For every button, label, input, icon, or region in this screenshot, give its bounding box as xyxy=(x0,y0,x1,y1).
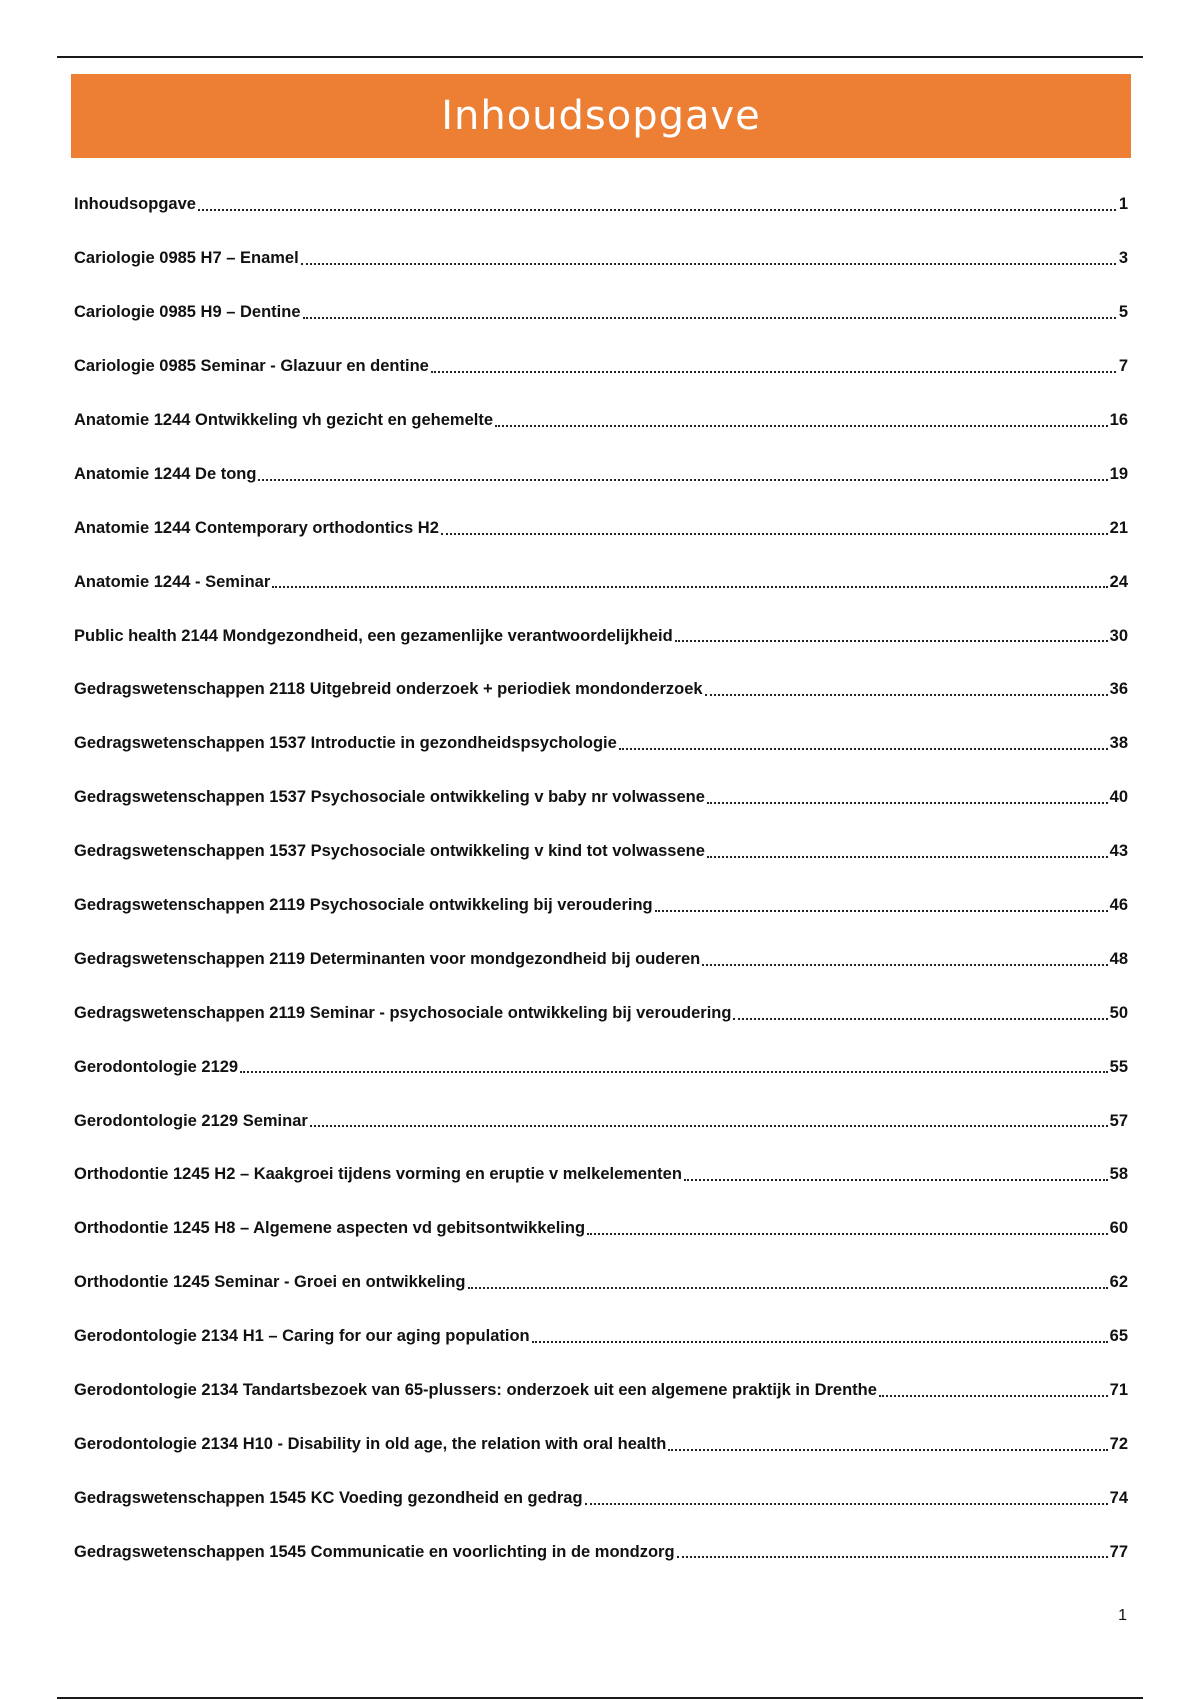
toc-entry[interactable] xyxy=(74,340,1128,394)
toc-entry-page: 38 xyxy=(1109,734,1128,753)
toc-entry-label: Orthodontie 1245 H8 – Algemene aspecten vd gebitsontwikkeling xyxy=(74,1219,586,1238)
toc-entry-label: Orthodontie 1245 H2 – Kaakgroei tijdens vorming en eruptie v melkelementen xyxy=(74,1165,682,1184)
toc-entry-page: 77 xyxy=(1109,1542,1128,1561)
dot-leader xyxy=(668,1432,1107,1451)
dot-leader xyxy=(684,1163,1108,1182)
toc-entry-label: Gedragswetenschappen 2119 Psychosociale ontwikkeling bij veroudering xyxy=(74,896,653,915)
toc-entry[interactable] xyxy=(74,1040,1128,1094)
toc-entry-label: Gedragswetenschappen 2118 Uitgebreid onderzoek + periodiek mondonderzoek xyxy=(74,680,703,699)
toc-entry-label: Gedragswetenschappen 1537 Psychosociale ontwikkeling v kind tot volwassene xyxy=(74,842,705,861)
toc-entry-page: 60 xyxy=(1109,1219,1128,1238)
dot-leader xyxy=(468,1271,1108,1290)
toc-entry-label: Anatomie 1244 - Seminar xyxy=(74,572,271,591)
toc-entry-label: Gerodontologie 2134 H1 – Caring for our aging population xyxy=(74,1327,530,1346)
toc-entry-page: 16 xyxy=(1109,411,1128,429)
toc-entry-label: Gedragswetenschappen 2119 Seminar - psychosociale ontwikkeling bij veroudering xyxy=(74,1003,732,1022)
toc-entry-label: Gedragswetenschappen 1537 Introductie in gezondheidspsychologie xyxy=(74,734,617,753)
toc-entry-page: 71 xyxy=(1109,1381,1128,1400)
dot-leader xyxy=(705,678,1108,697)
dot-leader xyxy=(707,785,1108,804)
toc-entry-page: 5 xyxy=(1118,303,1128,322)
toc-entry-page: 21 xyxy=(1109,518,1128,537)
toc-entry[interactable] xyxy=(74,447,1128,501)
dot-leader xyxy=(702,947,1107,966)
toc-entry-page: 46 xyxy=(1109,896,1128,915)
toc-entry-page: 58 xyxy=(1109,1165,1128,1184)
toc-entry-page: 48 xyxy=(1109,949,1128,968)
dot-leader xyxy=(441,516,1108,535)
toc-entry-label: Anatomie 1244 Contemporary orthodontics H2 xyxy=(74,518,439,537)
toc-entry-label: Anatomie 1244 Ontwikkeling vh gezicht en gehemelte xyxy=(74,411,494,429)
toc-entry[interactable] xyxy=(74,1525,1128,1579)
toc-entry-page: 65 xyxy=(1109,1327,1128,1346)
dot-leader xyxy=(532,1324,1108,1343)
toc-entry-page: 57 xyxy=(1109,1111,1128,1130)
dot-leader xyxy=(301,247,1116,266)
header-rule xyxy=(57,56,1143,58)
toc-entry[interactable] xyxy=(74,825,1128,879)
toc-entry[interactable] xyxy=(74,1202,1128,1256)
toc-entry-label: Orthodontie 1245 Seminar - Groei en ontwikkeling xyxy=(74,1273,466,1292)
dot-leader xyxy=(707,839,1108,858)
toc-entry[interactable] xyxy=(74,986,1128,1040)
toc-entry[interactable] xyxy=(74,1256,1128,1310)
toc-entry[interactable] xyxy=(74,232,1128,286)
footer-rule xyxy=(57,1697,1143,1699)
dot-leader xyxy=(303,300,1117,319)
toc-entry-label: Gedragswetenschappen 1545 KC Voeding gezondheid en gedrag xyxy=(74,1488,583,1507)
toc-entry[interactable] xyxy=(74,178,1128,232)
toc-entry-label: Anatomie 1244 De tong xyxy=(74,464,257,483)
toc-entry[interactable] xyxy=(74,1417,1128,1471)
toc-entry-page: 74 xyxy=(1109,1488,1128,1507)
toc-entry-page: 62 xyxy=(1109,1273,1128,1292)
toc-entry-label: Cariologie 0985 H9 – Dentine xyxy=(74,303,301,322)
toc-entry-label: Gedragswetenschappen 1537 Psychosociale ontwikkeling v baby nr volwassene xyxy=(74,788,705,807)
dot-leader xyxy=(619,732,1108,751)
toc-entry-page: 3 xyxy=(1118,249,1128,268)
dot-leader xyxy=(879,1378,1108,1397)
toc-entry-label: Cariologie 0985 H7 – Enamel xyxy=(74,249,299,268)
toc-entry[interactable] xyxy=(74,771,1128,825)
dot-leader xyxy=(431,354,1116,373)
toc-entry-page: 36 xyxy=(1109,680,1128,699)
toc-entry-label: Gedragswetenschappen 1545 Communicatie en voorlichting in de mondzorg xyxy=(74,1542,675,1561)
toc-entry-page: 30 xyxy=(1109,626,1128,645)
title-banner xyxy=(71,74,1131,158)
dot-leader xyxy=(587,1217,1108,1236)
toc-entry[interactable] xyxy=(74,879,1128,933)
dot-leader xyxy=(240,1055,1108,1074)
toc-entry-label: Gerodontologie 2134 H10 - Disability in old age, the relation with oral health xyxy=(74,1434,667,1453)
toc-entry-page: 55 xyxy=(1109,1057,1128,1076)
toc-entry[interactable] xyxy=(74,1148,1128,1202)
toc-entry-page: 1 xyxy=(1118,195,1128,214)
toc-entry-page: 72 xyxy=(1109,1434,1128,1453)
dot-leader xyxy=(258,462,1107,481)
toc-entry-label: Cariologie 0985 Seminar - Glazuur en dentine xyxy=(74,357,429,376)
toc-entry-page: 50 xyxy=(1109,1003,1128,1022)
toc-entry[interactable] xyxy=(74,1310,1128,1364)
dot-leader xyxy=(585,1486,1108,1505)
dot-leader xyxy=(272,570,1107,589)
dot-leader xyxy=(655,893,1108,912)
toc-entry[interactable] xyxy=(74,394,1128,448)
page-number: 1 xyxy=(1118,1607,1127,1624)
toc-entry[interactable] xyxy=(74,717,1128,771)
toc-entry-label: Gerodontologie 2129 Seminar xyxy=(74,1111,308,1130)
toc-entry-page: 43 xyxy=(1109,842,1128,861)
dot-leader xyxy=(198,193,1116,212)
dot-leader xyxy=(310,1109,1108,1128)
toc-entry-label: Gerodontologie 2129 xyxy=(74,1057,239,1076)
toc-entry[interactable] xyxy=(74,1364,1128,1418)
dot-leader xyxy=(733,1001,1107,1020)
toc-entry-page: 7 xyxy=(1118,357,1128,376)
toc-entry[interactable] xyxy=(74,609,1128,663)
toc-entry[interactable] xyxy=(74,1094,1128,1148)
table-of-contents xyxy=(74,178,1128,1579)
toc-entry-label: Gedragswetenschappen 2119 Determinanten voor mondgezondheid bij ouderen xyxy=(74,949,701,968)
toc-entry[interactable] xyxy=(74,663,1128,717)
toc-entry-page: 40 xyxy=(1109,788,1128,807)
toc-entry-label: Gerodontologie 2134 Tandartsbezoek van 65-plussers: onderzoek uit een algemene praktijk in Drenthe xyxy=(74,1381,877,1400)
toc-entry-label: Inhoudsopgave xyxy=(74,195,196,214)
toc-entry[interactable] xyxy=(74,501,1128,555)
toc-entry-page: 19 xyxy=(1109,464,1128,483)
toc-entry-label: Public health 2144 Mondgezondheid, een gezamenlijke verantwoordelijkheid xyxy=(74,626,673,645)
dot-leader xyxy=(495,408,1108,427)
dot-leader xyxy=(677,1540,1108,1559)
page-title: Inhoudsopgave xyxy=(441,93,761,139)
toc-entry[interactable] xyxy=(74,286,1128,340)
toc-entry-page: 24 xyxy=(1109,572,1128,591)
toc-entry[interactable] xyxy=(74,555,1128,609)
dot-leader xyxy=(675,624,1108,643)
toc-entry[interactable] xyxy=(74,1471,1128,1525)
toc-entry[interactable] xyxy=(74,932,1128,986)
